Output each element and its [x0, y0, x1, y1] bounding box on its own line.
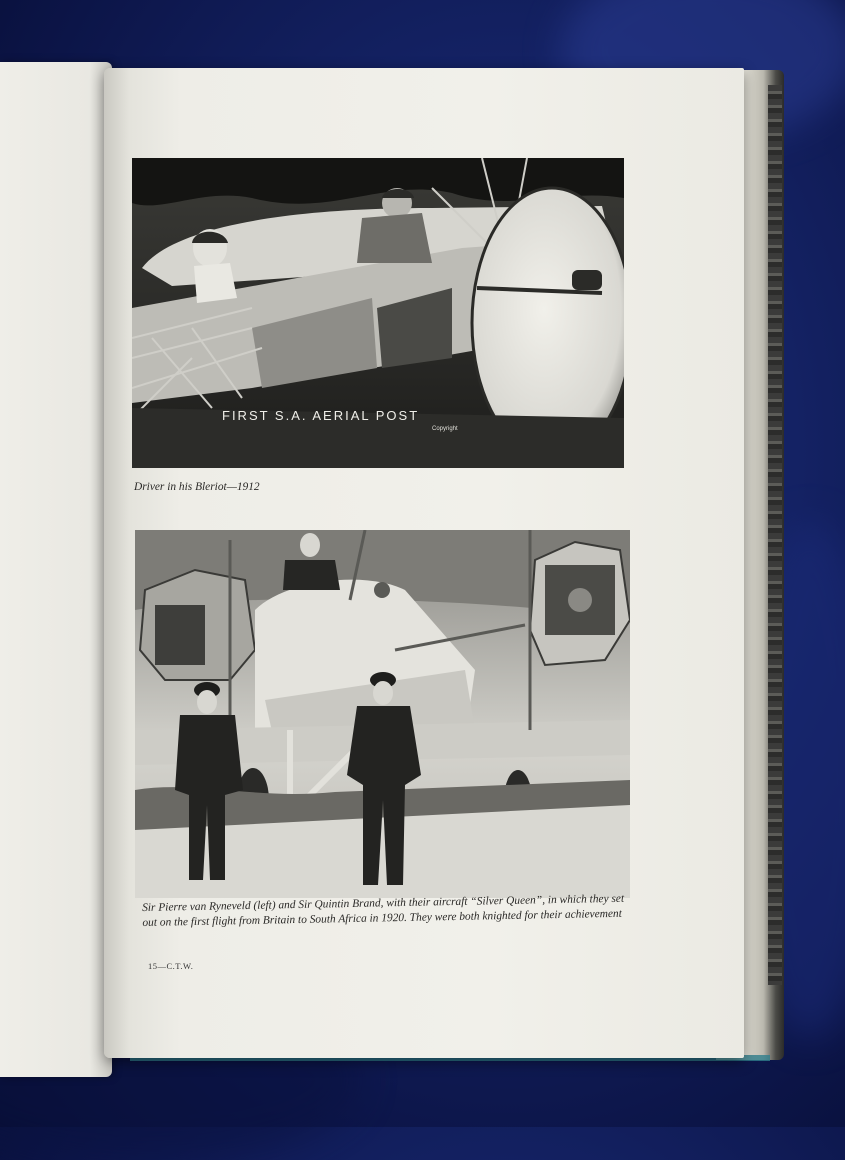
photo-silver-queen: [135, 530, 630, 898]
aerial-post-sign: FIRST S.A. AERIAL POST: [222, 408, 420, 423]
copyright-mark: Copyright: [432, 426, 458, 432]
book-cover-edge: [768, 85, 782, 985]
caption-bleriot: Driver in his Bleriot—1912: [134, 481, 260, 493]
left-page: [0, 62, 112, 1077]
page-folio: 15—C.T.W.: [148, 961, 194, 971]
bleriot-photo-illustration: [132, 158, 624, 468]
caption-silver-queen: Sir Pierre van Ryneveld (left) and Sir Quintin Brand, with their aircraft “Silver Queen”, in which they set out on the first flight from Britain to South Africa in 1920. They were both knighted for their achievement: [142, 892, 625, 929]
photo-bleriot: [132, 158, 624, 468]
silver-queen-photo-illustration: [135, 530, 630, 898]
